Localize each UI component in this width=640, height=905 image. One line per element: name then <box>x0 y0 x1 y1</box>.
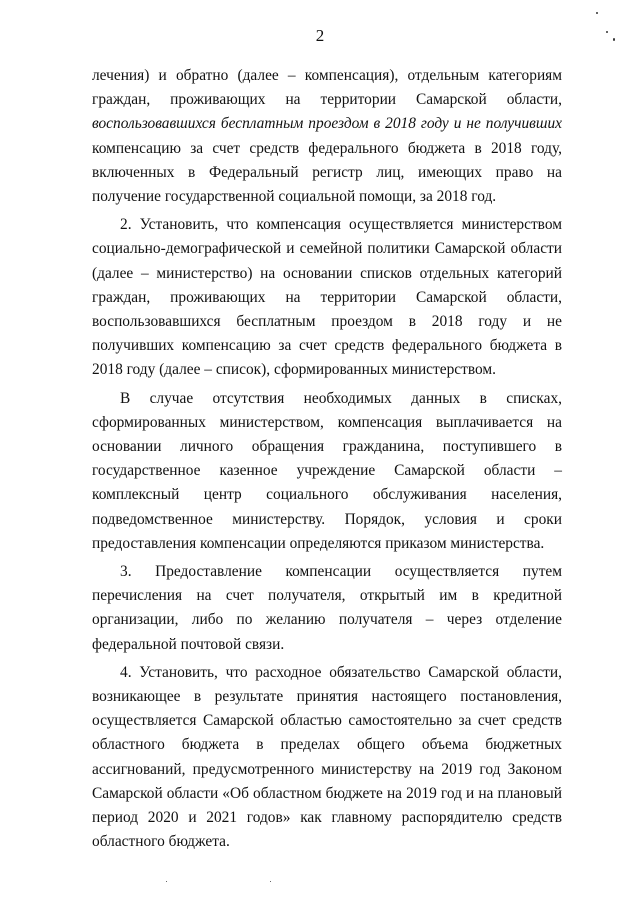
paragraph-1-italic-text: воспользовавшихся бесплатным проездом в 2018 году и не получивших <box>92 115 562 133</box>
page-number: 2 <box>315 26 325 45</box>
paragraph-2: 2. Установить, что компенсация осуществляется министерством социально-демографической и семейной политики Самарской области (далее – министерство) на основании списков отдельных категорий граждан, проживающих на территории Самарской области, воспользовавшихся бесплатным проездом в 2018 году и не получивших компенсацию за счет средств федерального бюджета в 2018 году (далее – список), сформированных министерством. <box>92 216 562 379</box>
paragraph-1-text-end: компенсацию за счет средств федерального бюджета в 2018 году, включенных в Федеральный регистр лиц, имеющих право на получение государственной социальной помощи, за 2018 год. <box>92 139 562 206</box>
scan-speck <box>596 12 598 14</box>
scan-speck <box>270 881 271 882</box>
document-body <box>92 64 562 855</box>
paragraph-3: В случае отсутствия необходимых данных в списках, сформированных министерством, компенсация выплачивается на основании личного обращения гражданина, поступившего в государственное казенное учреждение Самарской области – комплексный центр социального обслуживания населения, подведомственное министерству. Порядок, условия и сроки предоставления компенсации определяются приказом министерства. <box>92 389 562 552</box>
paragraph-4: 3. Предоставление компенсации осуществляется путем перечисления на счет получателя, открытый им в кредитной организации, либо по желанию получателя – через отделение федеральной почтовой связи. <box>92 563 562 653</box>
paragraph-1 <box>92 64 562 209</box>
scan-speck <box>613 38 615 41</box>
scan-speck <box>606 31 608 33</box>
paragraph-1-text-start: лечения) и обратно (далее – компенсация), отдельным категориям граждан, проживающих на территории Самарской области, <box>92 67 562 109</box>
scan-speck <box>166 881 167 882</box>
paragraph-5: 4. Установить, что расходное обязательство Самарской области, возникающее в результате принятия настоящего постановления, осуществляется Самарской областью самостоятельно за счет средств областного бюджета в пределах общего объема бюджетных ассигнований, предусмотренного министерству на 2019 год Законом Самарской области «Об областном бюджете на 2019 год и на плановый период 2020 и 2021 годов» как главному распорядителю средств областного бюджета. <box>92 663 562 851</box>
